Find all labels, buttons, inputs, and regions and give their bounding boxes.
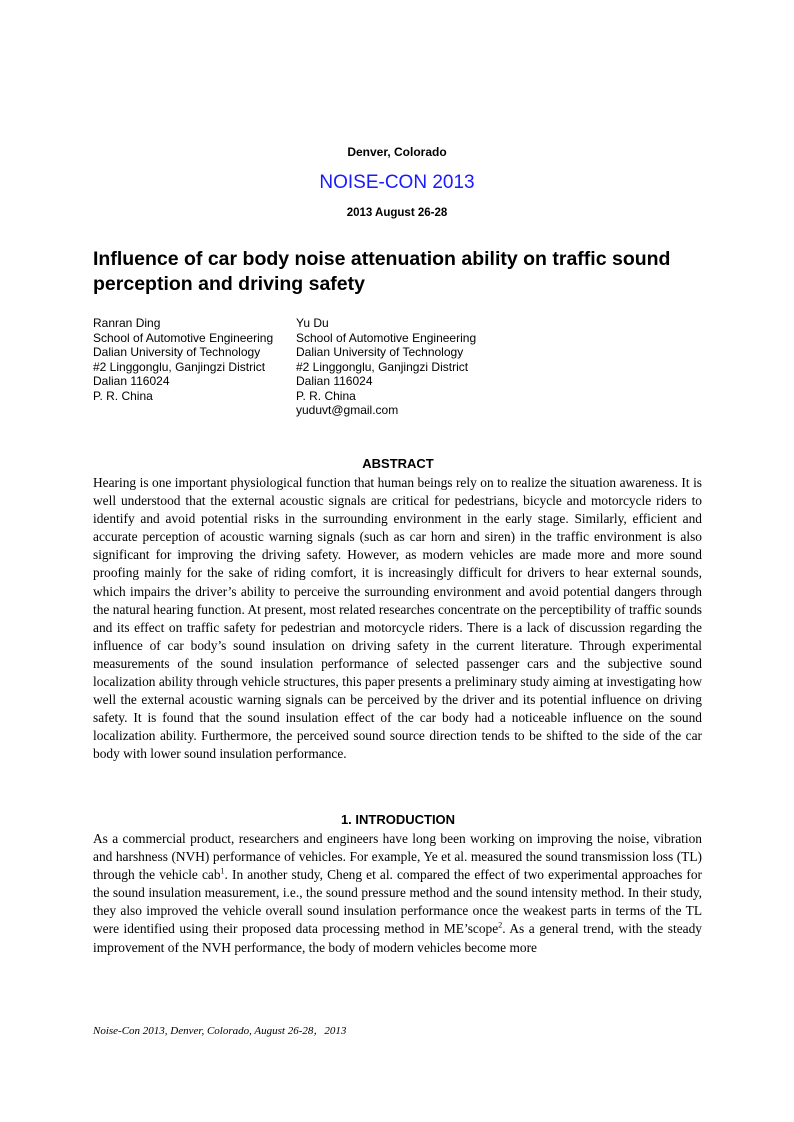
author-address: #2 Linggonglu, Ganjingzi District: [296, 359, 469, 374]
author-university: Dalian University of Technology: [93, 345, 261, 359]
author-university: Dalian University of Technology: [296, 345, 464, 359]
author-school: School of Automotive Engineering: [93, 330, 274, 345]
paper-title: Influence of car body noise attenuation ability on traffic sound perception and driving safety: [93, 248, 671, 295]
abstract-text: Hearing is one important physiological function that human beings rely on to realize the situation awareness. It is well understood that the external acoustic signals are critical for pedestrians, bicycle and motorcycle riders to identify and avoid potential risks in the surrounding environment in the early stage. Similarly, efficient and accurate perception of acoustic warning signals (such as car horn and siren) in the traffic environment is also significant for improving the driving safety. However, as modern vehicles are made more and more sound proofing mainly for the sake of riding comfort, it is increasingly difficult for drivers to hear external sounds, which impairs the driver’s ability to perceive the surrounding environment and avoid potential dangers through the natural hearing function. At present, most related researches concentrate on the perceptibility of traffic sounds and its effect on traffic safety for pedestrian and motorcycle riders. There is a lack of discussion regarding the influence of car body’s sound insulation on driving safety in the current literature. Through experimental measurements of the sound insulation performance of selected passenger cars and the subjective sound localization ability through vehicle structures, this paper presents a preliminary study aiming at investigating how well the external acoustic warning signals can be perceived by the driver and its potential influence on driving safety. It is found that the sound insulation effect of the car body had a noticeable influence on the sound localization ability. Furthermore, the perceived sound source direction tends to be shifted to the side of the car body with lower sound insulation performance.: [93, 475, 702, 762]
author-city: Dalian 116024: [93, 374, 170, 388]
author-email[interactable]: yuduvt@gmail.com: [296, 403, 399, 417]
page-footer: Noise-Con 2013, Denver, Colorado, August 26-28，2013: [93, 1025, 347, 1037]
author-name: Yu Du: [296, 316, 329, 330]
intro-text-part: . As a general trend, with the steady improvement of the NVH performance, the body of modern vehicles become more: [93, 921, 702, 955]
intro-text-part: As a commercial product, researchers and engineers have long been working on improving the noise, vibration and harshness (NVH) performance of vehicles. For example, Ye et al. measured the sound transmission loss (TL) through the vehicle cab: [93, 831, 702, 883]
author-country: P. R. China: [93, 388, 153, 403]
conference-location: Denver, Colorado: [347, 145, 447, 159]
author-school: School of Automotive Engineering: [296, 330, 477, 345]
conference-date: 2013 August 26-28: [346, 207, 448, 219]
author-city: Dalian 116024: [296, 374, 373, 388]
conference-name: NOISE-CON 2013: [319, 172, 475, 193]
abstract-heading: ABSTRACT: [362, 456, 434, 471]
author-address: #2 Linggonglu, Ganjingzi District: [93, 359, 266, 374]
author-country: P. R. China: [296, 388, 356, 403]
author-block-2: [296, 316, 476, 418]
intro-text-part: . In another study, Cheng et al. compared the effect of two experimental approaches for the sound insulation measurement, i.e., the sound pressure method and the sound intensity method. In their study, they also improved the vehicle overall sound insulation performance once the weakest parts in terms of the TL were identified using their proposed data processing method in ME’scope: [93, 867, 702, 937]
reference-marker: 1: [220, 866, 225, 876]
reference-marker: 2: [498, 921, 503, 930]
author-name: Ranran Ding: [93, 316, 161, 330]
introduction-text: [93, 830, 702, 957]
author-block-1: [93, 316, 273, 403]
introduction-heading: 1. INTRODUCTION: [340, 812, 456, 827]
